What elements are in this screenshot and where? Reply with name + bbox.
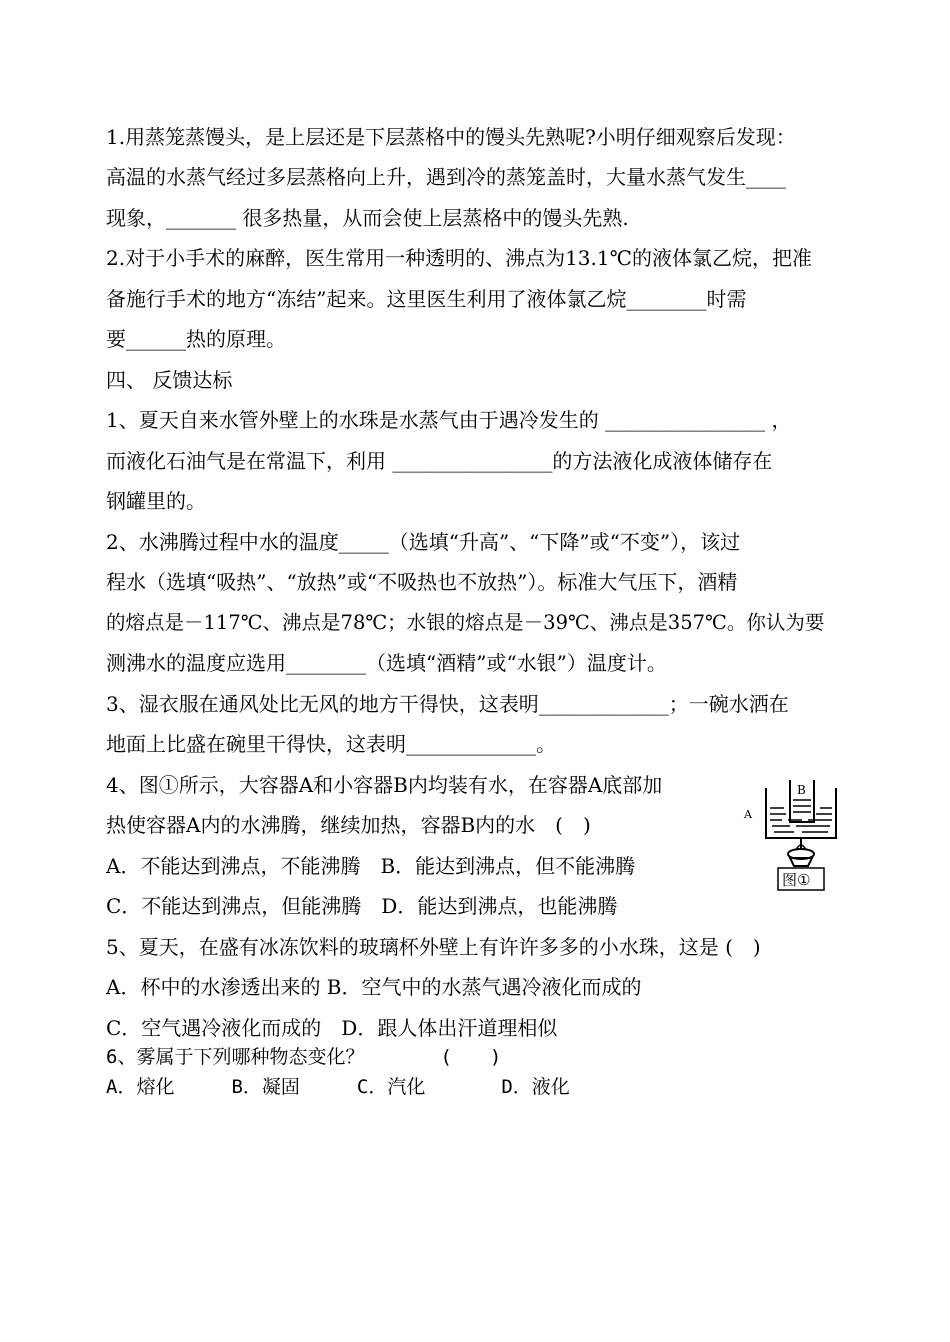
label-a: A [744, 808, 752, 821]
fb3-line-2: 地面上比盛在碗里干得快，这表明_____________。 [106, 732, 556, 756]
label-b: B [797, 783, 806, 797]
fb5-option-ab: A．杯中的水渗透出来的 B．空气中的水蒸气遇冷液化而成的 [106, 975, 642, 999]
fb5-option-cd: C．空气遇冷液化而成的 D．跟人体出汗道理相似 [106, 1016, 558, 1040]
q2-line-2: 备施行手术的地方“冻结”起来。这里医生利用了液体氯乙烷________时需 [106, 287, 747, 311]
fb3-line-1: 3、湿衣服在通风处比无风的地方干得快，这表明_____________；一碗水洒在 [106, 692, 789, 716]
fb5-line-1: 5、夏天，在盛有冰冻饮料的玻璃杯外壁上有许许多多的小水珠，这是 ( ) [106, 935, 761, 959]
fb4-option-cd: C．不能达到沸点，但能沸腾 D．能达到沸点，也能沸腾 [106, 894, 618, 918]
figure-caption: 图① [782, 871, 811, 889]
fb2-line-3: 的熔点是－117℃、沸点是78℃；水银的熔点是－39℃、沸点是357℃。你认为要 [106, 611, 825, 634]
fb2-line-4: 测沸水的温度应选用________（选填“酒精”或“水银”）温度计。 [106, 651, 667, 675]
fb2-line-2: 程水（选填“吸热”、“放热”或“不吸热也不放热”）。标准大气压下，酒精 [106, 570, 738, 594]
fb1-line-3: 钢罐里的。 [106, 489, 206, 513]
q2-line-1: 2.对于小手术的麻醉，医生常用一种透明的、沸点为13.1℃的液体氯乙烷，把准 [106, 246, 812, 270]
q1-line-1: 1.用蒸笼蒸馒头，是上层还是下层蒸格中的馒头先熟呢?小明仔细观察后发现： [106, 125, 796, 149]
q2-line-3: 要______热的原理。 [106, 327, 286, 351]
fb1-line-1: 1、夏天自来水管外壁上的水珠是水蒸气由于遇冷发生的 ________________ ， [106, 408, 792, 432]
fb6-options: A．熔化 B．凝固 C．汽化 D．液化 [106, 1076, 570, 1098]
fb4-line-1: 4、图①所示，大容器A和小容器B内均装有水，在容器A底部加 [106, 773, 663, 797]
fb6-line-1: 6、雾属于下列哪种物态变化？ ( ) [106, 1046, 502, 1068]
fb2-line-1: 2、水沸腾过程中水的温度_____（选填“升高”、“下降”或“不变”），该过 [106, 530, 741, 554]
fb4-option-ab: A．不能达到沸点，不能沸腾 B．能达到沸点，但不能沸腾 [106, 854, 636, 878]
container-diagram [742, 778, 854, 894]
section-heading: 四、 反馈达标 [106, 368, 233, 392]
q1-line-2: 高温的水蒸气经过多层蒸格向上升，遇到冷的蒸笼盖时，大量水蒸气发生____ [106, 165, 786, 189]
fb1-line-2: 而液化石油气是在常温下，利用 ________________的方法液化成液体储存在 [106, 449, 773, 473]
q1-line-3: 现象，_______ 很多热量，从而会使上层蒸格中的馒头先熟. [106, 206, 629, 230]
fb4-line-2: 热使容器A内的水沸腾，继续加热，容器B内的水 ( ) [106, 813, 591, 837]
